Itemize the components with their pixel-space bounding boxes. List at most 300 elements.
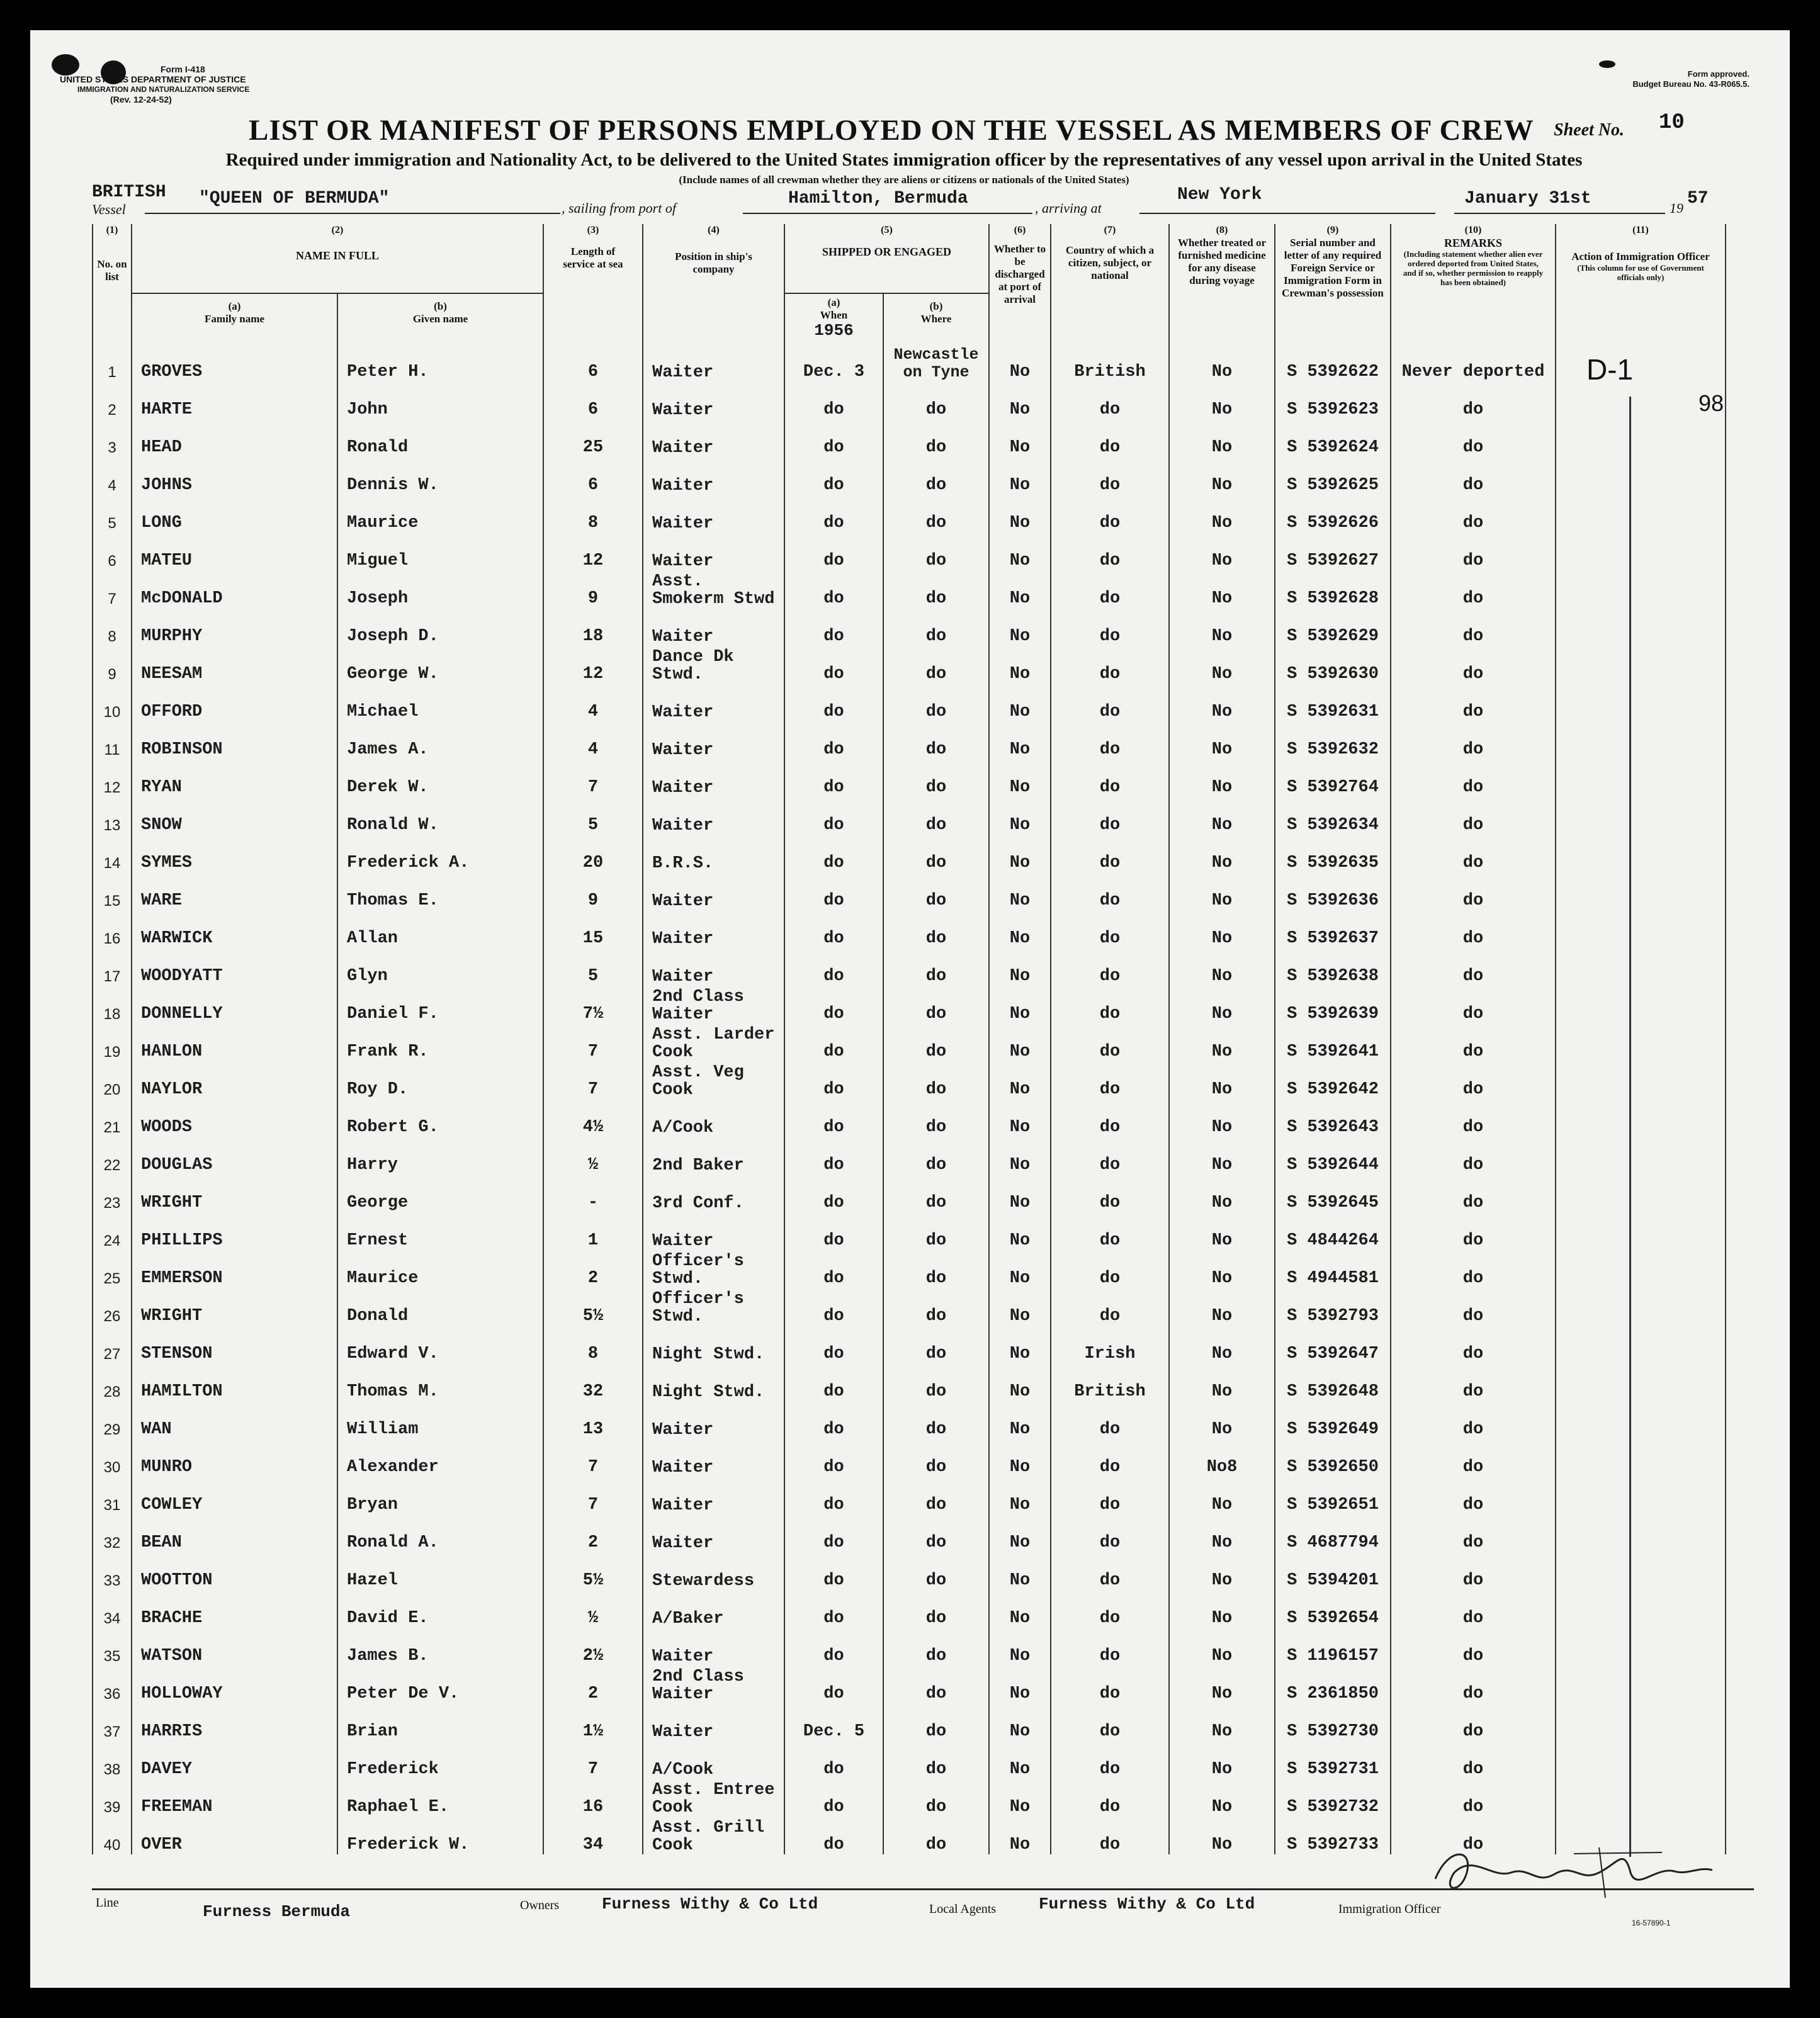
discharged-cell: No bbox=[989, 1590, 1051, 1628]
position-cell: Waiter bbox=[643, 1628, 784, 1666]
serial-number-cell: S 5392622 bbox=[1275, 344, 1391, 381]
service-length-cell: 12 bbox=[543, 533, 643, 570]
crew-number-cell: 29 bbox=[93, 1401, 132, 1439]
position-cell: Waiter bbox=[643, 1477, 784, 1514]
shipped-where-cell: do bbox=[883, 1703, 989, 1741]
shipped-where-cell: do bbox=[883, 910, 989, 948]
crew-number-cell: 13 bbox=[93, 797, 132, 835]
family-name-cell: DOUGLAS bbox=[132, 1137, 337, 1175]
position-cell: 2nd Class Waiter bbox=[643, 1666, 784, 1703]
crew-row bbox=[93, 1779, 1726, 1817]
given-name-cell: Frederick A. bbox=[337, 835, 543, 872]
treated-cell: No bbox=[1169, 1137, 1275, 1175]
immigration-action-cell bbox=[1556, 910, 1726, 948]
serial-number-cell: S 5392642 bbox=[1275, 1061, 1391, 1099]
shipped-when-cell: do bbox=[784, 1099, 883, 1137]
remarks-cell: do bbox=[1391, 533, 1556, 570]
family-name-cell: RYAN bbox=[132, 759, 337, 797]
action-header: (11) Action of Immigration Officer (This column for use of Government officials only) bbox=[1556, 224, 1726, 344]
crew-number-cell: 15 bbox=[93, 872, 132, 910]
shipped-when-cell: do bbox=[784, 948, 883, 986]
port-underline bbox=[743, 213, 1032, 214]
family-name-cell: MATEU bbox=[132, 533, 337, 570]
serial-number-cell: S 5392634 bbox=[1275, 797, 1391, 835]
country-cell: do bbox=[1051, 495, 1169, 533]
crew-row bbox=[93, 986, 1726, 1023]
discharged-cell: No bbox=[989, 1401, 1051, 1439]
crew-row bbox=[93, 872, 1726, 910]
shipped-where-cell: do bbox=[883, 797, 989, 835]
crew-row bbox=[93, 419, 1726, 457]
shipped-where-cell: do bbox=[883, 1590, 989, 1628]
family-name-cell: FREEMAN bbox=[132, 1779, 337, 1817]
service-length-cell: 32 bbox=[543, 1363, 643, 1401]
given-name-header: (b) Given name bbox=[337, 293, 543, 344]
shipped-when-cell: do bbox=[784, 457, 883, 495]
serial-number-cell: S 4844264 bbox=[1275, 1212, 1391, 1250]
discharged-cell: No bbox=[989, 419, 1051, 457]
family-name-cell: WATSON bbox=[132, 1628, 337, 1666]
remarks-cell: do bbox=[1391, 1061, 1556, 1099]
serial-number-cell: S 5392651 bbox=[1275, 1477, 1391, 1514]
family-name-cell: OVER bbox=[132, 1817, 337, 1854]
serial-number-cell: S 5392629 bbox=[1275, 608, 1391, 646]
treated-cell: No bbox=[1169, 1175, 1275, 1212]
position-cell: Asst. Larder Cook bbox=[643, 1023, 784, 1061]
serial-number-cell: S 5392733 bbox=[1275, 1817, 1391, 1854]
serial-number-cell: S 4687794 bbox=[1275, 1514, 1391, 1552]
serial-number-cell: S 5392635 bbox=[1275, 835, 1391, 872]
given-name-cell: Glyn bbox=[337, 948, 543, 986]
immigration-action-cell bbox=[1556, 986, 1726, 1023]
service-length-cell: 1½ bbox=[543, 1703, 643, 1741]
service-length-cell: 7½ bbox=[543, 986, 643, 1023]
given-name-cell: George W. bbox=[337, 646, 543, 684]
shipped-when-cell: do bbox=[784, 1061, 883, 1099]
crew-row bbox=[93, 1703, 1726, 1741]
sheet-number-label: Sheet No. bbox=[1554, 120, 1624, 140]
service-length-cell: 16 bbox=[543, 1779, 643, 1817]
immigration-action-cell bbox=[1556, 1741, 1726, 1779]
crew-row bbox=[93, 495, 1726, 533]
treated-cell: No bbox=[1169, 1628, 1275, 1666]
service-length-cell: 15 bbox=[543, 910, 643, 948]
country-cell: do bbox=[1051, 1741, 1169, 1779]
shipped-when-cell: do bbox=[784, 797, 883, 835]
service-length-cell: 5½ bbox=[543, 1552, 643, 1590]
discharged-cell: No bbox=[989, 1666, 1051, 1703]
discharged-cell: No bbox=[989, 1779, 1051, 1817]
treated-cell: No bbox=[1169, 986, 1275, 1023]
crew-number-cell: 19 bbox=[93, 1023, 132, 1061]
shipped-when-cell: Dec. 5 bbox=[784, 1703, 883, 1741]
vessel-name-underline bbox=[145, 213, 560, 214]
discharged-cell: No bbox=[989, 1288, 1051, 1326]
crew-number-cell: 37 bbox=[93, 1703, 132, 1741]
shipped-where-cell: do bbox=[883, 1023, 989, 1061]
position-cell: Asst. Entree Cook bbox=[643, 1779, 784, 1817]
discharged-cell: No bbox=[989, 457, 1051, 495]
sheet-number-value: 10 bbox=[1659, 111, 1685, 135]
discharged-cell: No bbox=[989, 1817, 1051, 1854]
service-length-cell: 1 bbox=[543, 1212, 643, 1250]
crew-number-cell: 30 bbox=[93, 1439, 132, 1477]
name-in-full-header: (2) NAME IN FULL bbox=[132, 224, 543, 293]
family-name-cell: WOODS bbox=[132, 1099, 337, 1137]
remarks-cell: do bbox=[1391, 1288, 1556, 1326]
document-title: LIST OR MANIFEST OF PERSONS EMPLOYED ON THE VESSEL AS MEMBERS OF CREW bbox=[249, 114, 1534, 147]
serial-number-cell: S 5392645 bbox=[1275, 1175, 1391, 1212]
position-cell: Asst. Veg Cook bbox=[643, 1061, 784, 1099]
remarks-cell: do bbox=[1391, 1477, 1556, 1514]
crew-number-cell: 27 bbox=[93, 1326, 132, 1363]
treated-cell: No bbox=[1169, 1514, 1275, 1552]
remarks-cell: do bbox=[1391, 1363, 1556, 1401]
serial-number-cell: S 5392623 bbox=[1275, 381, 1391, 419]
shipped-where-cell: do bbox=[883, 1666, 989, 1703]
family-name-cell: WOOTTON bbox=[132, 1552, 337, 1590]
immigration-action-cell bbox=[1556, 1514, 1726, 1552]
remarks-cell: do bbox=[1391, 1628, 1556, 1666]
crew-row bbox=[93, 1175, 1726, 1212]
shipped-where-cell: do bbox=[883, 457, 989, 495]
treated-cell: No bbox=[1169, 570, 1275, 608]
crew-row bbox=[93, 570, 1726, 608]
shipped-when-cell: do bbox=[784, 872, 883, 910]
treated-cell: No bbox=[1169, 1326, 1275, 1363]
given-name-cell: Derek W. bbox=[337, 759, 543, 797]
shipped-when-cell: do bbox=[784, 721, 883, 759]
crew-number-cell: 17 bbox=[93, 948, 132, 986]
position-cell: Dance Dk Stwd. bbox=[643, 646, 784, 684]
treated-cell: No bbox=[1169, 1212, 1275, 1250]
crew-row bbox=[93, 457, 1726, 495]
given-name-cell: Miguel bbox=[337, 533, 543, 570]
immigration-action-cell bbox=[1556, 419, 1726, 457]
immigration-action-cell bbox=[1556, 533, 1726, 570]
shipped-where-cell: do bbox=[883, 1326, 989, 1363]
crew-number-cell: 2 bbox=[93, 381, 132, 419]
remarks-cell: do bbox=[1391, 910, 1556, 948]
discharged-cell: No bbox=[989, 872, 1051, 910]
shipped-where-cell: do bbox=[883, 1628, 989, 1666]
service-length-cell: ½ bbox=[543, 1137, 643, 1175]
country-cell: do bbox=[1051, 1590, 1169, 1628]
crew-number-cell: 34 bbox=[93, 1590, 132, 1628]
crew-number-cell: 10 bbox=[93, 684, 132, 721]
position-cell: Waiter bbox=[643, 948, 784, 986]
crew-number-cell: 25 bbox=[93, 1250, 132, 1288]
given-name-cell: Frederick bbox=[337, 1741, 543, 1779]
immigration-action-cell bbox=[1556, 1326, 1726, 1363]
family-name-cell: WOODYATT bbox=[132, 948, 337, 986]
given-name-cell: Harry bbox=[337, 1137, 543, 1175]
immigration-action-cell bbox=[1556, 1288, 1726, 1326]
treated-cell: No bbox=[1169, 1552, 1275, 1590]
serial-number-cell: S 5392639 bbox=[1275, 986, 1391, 1023]
crew-row bbox=[93, 344, 1726, 381]
crew-number-cell: 35 bbox=[93, 1628, 132, 1666]
serial-number-cell: S 5392654 bbox=[1275, 1590, 1391, 1628]
given-name-cell: Brian bbox=[337, 1703, 543, 1741]
family-name-cell: BRACHE bbox=[132, 1590, 337, 1628]
service-length-cell: - bbox=[543, 1175, 643, 1212]
crew-number-cell: 36 bbox=[93, 1666, 132, 1703]
given-name-cell: Frank R. bbox=[337, 1023, 543, 1061]
shipped-when-cell: do bbox=[784, 986, 883, 1023]
service-header: (3) Length of service at sea bbox=[543, 224, 643, 344]
immigration-action-cell bbox=[1556, 1552, 1726, 1590]
crew-row bbox=[93, 1288, 1726, 1326]
country-cell: do bbox=[1051, 1250, 1169, 1288]
position-cell: Night Stwd. bbox=[643, 1363, 784, 1401]
discharged-cell: No bbox=[989, 1137, 1051, 1175]
crew-row bbox=[93, 1250, 1726, 1288]
given-name-cell: Michael bbox=[337, 684, 543, 721]
shipped-when-cell: do bbox=[784, 646, 883, 684]
immigration-action-cell bbox=[1556, 835, 1726, 872]
serial-number-cell: S 5392732 bbox=[1275, 1779, 1391, 1817]
shipped-where-cell: do bbox=[883, 419, 989, 457]
discharged-cell: No bbox=[989, 835, 1051, 872]
annotation-line bbox=[1629, 397, 1631, 1857]
discharged-cell: No bbox=[989, 1212, 1051, 1250]
discharged-cell: No bbox=[989, 986, 1051, 1023]
remarks-cell: do bbox=[1391, 1703, 1556, 1741]
shipped-where-cell: do bbox=[883, 1175, 989, 1212]
shipped-where-cell: do bbox=[883, 1212, 989, 1250]
shipped-where-cell: do bbox=[883, 1817, 989, 1854]
year-written: 1956 bbox=[814, 321, 854, 340]
country-cell: do bbox=[1051, 1703, 1169, 1741]
position-cell: Waiter bbox=[643, 344, 784, 381]
shipped-when-cell: do bbox=[784, 1250, 883, 1288]
country-cell: do bbox=[1051, 608, 1169, 646]
crew-row bbox=[93, 1137, 1726, 1175]
serial-number-cell: S 5392648 bbox=[1275, 1363, 1391, 1401]
crew-row bbox=[93, 646, 1726, 684]
service-length-cell: 2 bbox=[543, 1666, 643, 1703]
immigration-action-cell bbox=[1556, 721, 1726, 759]
arriving-label: , arriving at bbox=[1035, 200, 1102, 216]
position-cell: Waiter bbox=[643, 1703, 784, 1741]
family-name-cell: McDONALD bbox=[132, 570, 337, 608]
serial-number-cell: S 5392637 bbox=[1275, 910, 1391, 948]
serial-number-cell: S 5392630 bbox=[1275, 646, 1391, 684]
serial-number-cell: S 5392627 bbox=[1275, 533, 1391, 570]
remarks-cell: do bbox=[1391, 872, 1556, 910]
serial-number-cell: S 5392650 bbox=[1275, 1439, 1391, 1477]
given-name-cell: Hazel bbox=[337, 1552, 543, 1590]
position-cell: Waiter bbox=[643, 910, 784, 948]
shipped-where-cell: do bbox=[883, 1099, 989, 1137]
country-cell: do bbox=[1051, 1779, 1169, 1817]
crew-row bbox=[93, 797, 1726, 835]
treated-cell: No bbox=[1169, 381, 1275, 419]
given-name-cell: Peter De V. bbox=[337, 1666, 543, 1703]
discharged-cell: No bbox=[989, 381, 1051, 419]
position-cell: Waiter bbox=[643, 381, 784, 419]
crew-row bbox=[93, 1628, 1726, 1666]
document-subtitle: Required under immigration and Nationality Act, to be delivered to the United States immigration officer by the representatives of any vessel upon arrival in the United States bbox=[225, 150, 1583, 170]
shipped-when-cell: do bbox=[784, 684, 883, 721]
country-cell: do bbox=[1051, 1175, 1169, 1212]
position-cell: Waiter bbox=[643, 495, 784, 533]
crew-row bbox=[93, 1212, 1726, 1250]
treated-cell: No bbox=[1169, 1288, 1275, 1326]
discharged-cell: No bbox=[989, 684, 1051, 721]
serial-number-cell: S 5392731 bbox=[1275, 1741, 1391, 1779]
given-name-cell: John bbox=[337, 381, 543, 419]
shipped-where-cell: do bbox=[883, 1439, 989, 1477]
remarks-cell: do bbox=[1391, 1023, 1556, 1061]
position-cell: Stewardess bbox=[643, 1552, 784, 1590]
immigration-action-cell bbox=[1556, 646, 1726, 684]
form-identifier bbox=[60, 64, 249, 104]
remarks-cell: do bbox=[1391, 1439, 1556, 1477]
vessel-nationality: BRITISH bbox=[92, 183, 166, 202]
crew-number-cell: 22 bbox=[93, 1137, 132, 1175]
given-name-cell: Peter H. bbox=[337, 344, 543, 381]
owners-label: Owners bbox=[520, 1898, 560, 1912]
crew-row bbox=[93, 1439, 1726, 1477]
position-header: (4) Position in ship's company bbox=[643, 224, 784, 344]
agents-label: Local Agents bbox=[929, 1902, 997, 1916]
department-name: UNITED STATES DEPARTMENT OF JUSTICE bbox=[60, 74, 246, 84]
treated-cell: No bbox=[1169, 646, 1275, 684]
service-length-cell: 9 bbox=[543, 570, 643, 608]
immigration-action-cell bbox=[1556, 1628, 1726, 1666]
shipped-when-cell: do bbox=[784, 1363, 883, 1401]
treated-cell: No bbox=[1169, 608, 1275, 646]
country-cell: do bbox=[1051, 1061, 1169, 1099]
service-length-cell: 34 bbox=[543, 1817, 643, 1854]
given-name-cell: Raphael E. bbox=[337, 1779, 543, 1817]
family-name-cell: DONNELLY bbox=[132, 986, 337, 1023]
service-length-cell: 2½ bbox=[543, 1628, 643, 1666]
treated-cell: No bbox=[1169, 684, 1275, 721]
service-length-cell: 7 bbox=[543, 1023, 643, 1061]
treated-cell: No bbox=[1169, 1741, 1275, 1779]
shipped-when-cell: do bbox=[784, 495, 883, 533]
crew-row bbox=[93, 1590, 1726, 1628]
service-length-cell: 8 bbox=[543, 495, 643, 533]
crew-row bbox=[93, 1514, 1726, 1552]
crew-row bbox=[93, 684, 1726, 721]
remarks-cell: do bbox=[1391, 1250, 1556, 1288]
service-length-cell: 8 bbox=[543, 1326, 643, 1363]
discharged-cell: No bbox=[989, 721, 1051, 759]
shipped-when-cell: do bbox=[784, 1590, 883, 1628]
treated-cell: No bbox=[1169, 1817, 1275, 1854]
given-name-cell: James B. bbox=[337, 1628, 543, 1666]
country-cell: do bbox=[1051, 835, 1169, 872]
shipped-engaged-header: (5) SHIPPED OR ENGAGED bbox=[784, 224, 989, 293]
discharged-cell: No bbox=[989, 948, 1051, 986]
service-length-cell: 2 bbox=[543, 1250, 643, 1288]
form-revision: (Rev. 12-24-52) bbox=[110, 94, 172, 104]
treated-cell: No bbox=[1169, 1477, 1275, 1514]
crew-number-cell: 21 bbox=[93, 1099, 132, 1137]
treated-cell: No bbox=[1169, 457, 1275, 495]
remarks-cell: do bbox=[1391, 646, 1556, 684]
service-name: IMMIGRATION AND NATURALIZATION SERVICE bbox=[77, 85, 250, 94]
family-name-cell: WARWICK bbox=[132, 910, 337, 948]
treated-cell: No bbox=[1169, 495, 1275, 533]
form-number: Form I-418 bbox=[161, 64, 205, 74]
approval-text: Form approved. bbox=[1687, 69, 1749, 79]
remarks-cell: do bbox=[1391, 1666, 1556, 1703]
immigration-action-cell bbox=[1556, 1703, 1726, 1741]
family-name-cell: DAVEY bbox=[132, 1741, 337, 1779]
immigration-action-cell bbox=[1556, 684, 1726, 721]
shipped-when-cell: do bbox=[784, 1666, 883, 1703]
remarks-cell: Never deported bbox=[1391, 344, 1556, 381]
serial-number-cell: S 4944581 bbox=[1275, 1250, 1391, 1288]
discharged-cell: No bbox=[989, 1439, 1051, 1477]
serial-number-cell: S 5392626 bbox=[1275, 495, 1391, 533]
remarks-cell: do bbox=[1391, 570, 1556, 608]
remarks-cell: do bbox=[1391, 986, 1556, 1023]
family-name-cell: HARRIS bbox=[132, 1703, 337, 1741]
service-length-cell: ½ bbox=[543, 1590, 643, 1628]
family-name-cell: WRIGHT bbox=[132, 1175, 337, 1212]
crew-number-cell: 20 bbox=[93, 1061, 132, 1099]
serial-number-cell: S 5394201 bbox=[1275, 1552, 1391, 1590]
treated-cell: No bbox=[1169, 797, 1275, 835]
country-cell: do bbox=[1051, 1628, 1169, 1666]
shipped-when-cell: do bbox=[784, 570, 883, 608]
country-cell: do bbox=[1051, 797, 1169, 835]
given-name-cell: William bbox=[337, 1401, 543, 1439]
family-name-cell: HARTE bbox=[132, 381, 337, 419]
treated-cell: No bbox=[1169, 344, 1275, 381]
handwritten-d1-annotation: D-1 bbox=[1586, 353, 1634, 386]
crew-row bbox=[93, 721, 1726, 759]
position-cell: Night Stwd. bbox=[643, 1326, 784, 1363]
treated-cell: No bbox=[1169, 948, 1275, 986]
shipped-when-cell: do bbox=[784, 1779, 883, 1817]
shipped-when-cell: Dec. 3 bbox=[784, 344, 883, 381]
family-name-cell: SYMES bbox=[132, 835, 337, 872]
family-name-cell: HANLON bbox=[132, 1023, 337, 1061]
shipped-when-cell: do bbox=[784, 1552, 883, 1590]
discharged-cell: No bbox=[989, 570, 1051, 608]
departure-port: Hamilton, Bermuda bbox=[788, 189, 968, 208]
immigration-action-cell bbox=[1556, 457, 1726, 495]
serial-number-cell: S 5392649 bbox=[1275, 1401, 1391, 1439]
shipped-where-cell: do bbox=[883, 835, 989, 872]
col-number-header: (1) No. on list bbox=[93, 224, 132, 344]
crew-row bbox=[93, 1099, 1726, 1137]
immigration-action-cell bbox=[1556, 344, 1726, 381]
crew-number-cell: 39 bbox=[93, 1779, 132, 1817]
family-name-cell: ROBINSON bbox=[132, 721, 337, 759]
country-cell: do bbox=[1051, 721, 1169, 759]
crew-number-cell: 24 bbox=[93, 1212, 132, 1250]
immigration-action-cell bbox=[1556, 1666, 1726, 1703]
immigration-action-cell bbox=[1556, 1175, 1726, 1212]
given-name-cell: Ernest bbox=[337, 1212, 543, 1250]
crew-number-cell: 3 bbox=[93, 419, 132, 457]
shipped-where-cell: do bbox=[883, 1741, 989, 1779]
shipped-when-cell: do bbox=[784, 1817, 883, 1854]
crew-row bbox=[93, 1023, 1726, 1061]
country-cell: do bbox=[1051, 1552, 1169, 1590]
discharged-cell: No bbox=[989, 1741, 1051, 1779]
immigration-action-cell bbox=[1556, 948, 1726, 986]
serial-number-cell: S 5392647 bbox=[1275, 1326, 1391, 1363]
